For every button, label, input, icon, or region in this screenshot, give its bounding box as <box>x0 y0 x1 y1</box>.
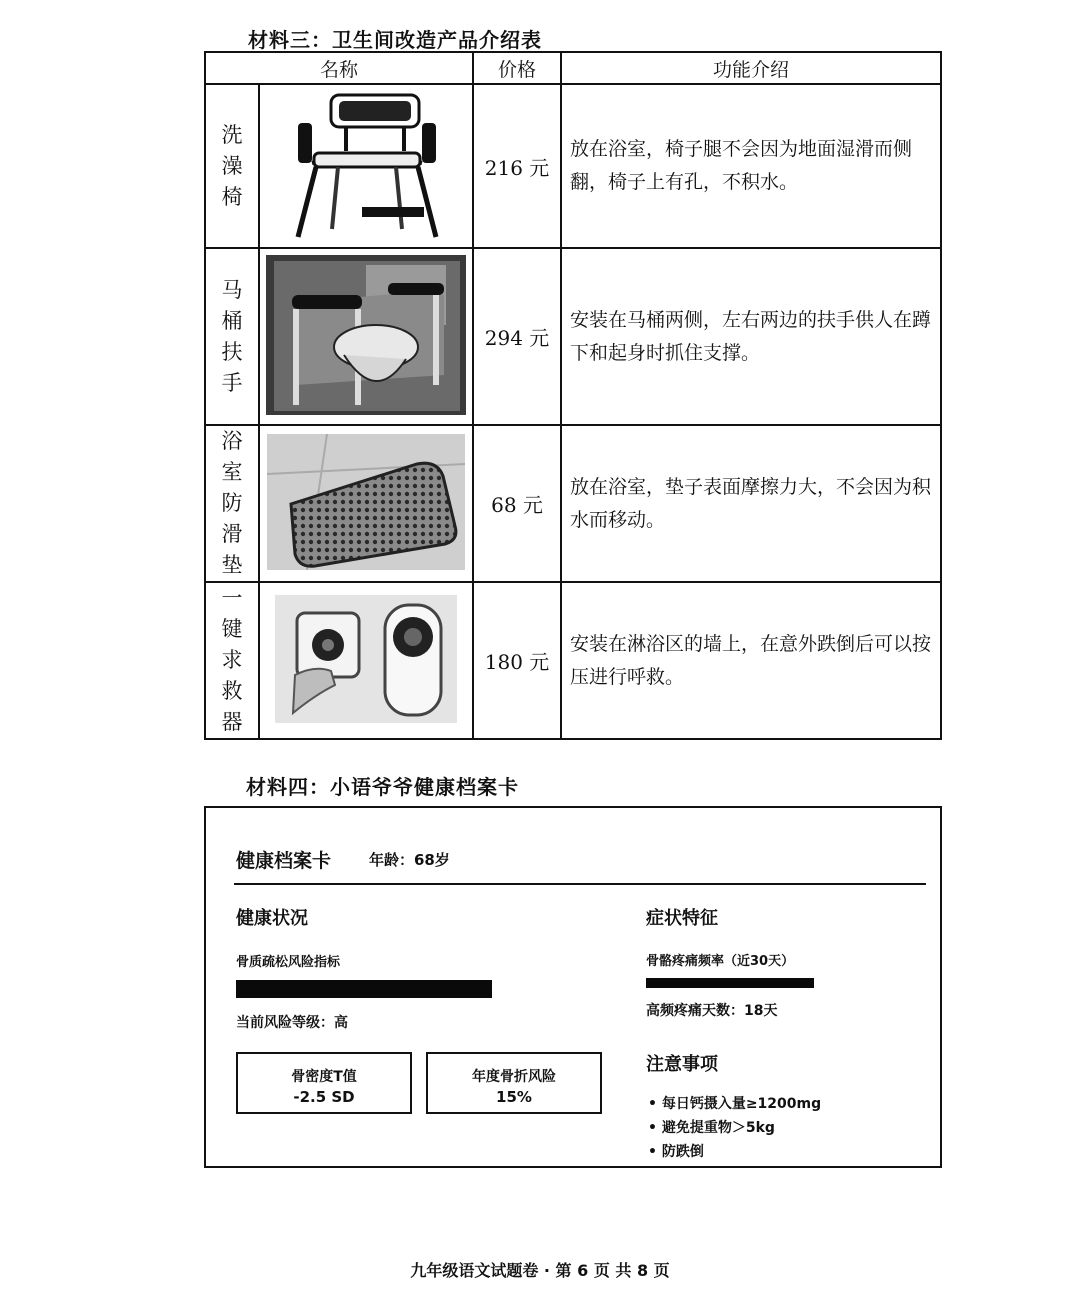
symptom-heading: 症状特征 <box>646 908 718 929</box>
card-title: 健康档案卡 <box>236 850 332 872</box>
product-price: 216 元 <box>473 84 561 248</box>
product-desc: 放在浴室，垫子表面摩擦力大，不会因为积水而移动。 <box>561 425 941 582</box>
toilet-handrail-image <box>259 248 473 425</box>
product-price: 68 元 <box>473 425 561 582</box>
product-price: 180 元 <box>473 582 561 739</box>
product-table <box>204 51 942 740</box>
product-name: 一键求救器 <box>205 582 259 739</box>
product-desc: 安装在淋浴区的墙上，在意外跌倒后可以按压进行呼救。 <box>561 582 941 739</box>
bone-risk-bar <box>236 980 592 998</box>
product-name: 浴室防滑垫 <box>205 425 259 582</box>
table-row <box>205 84 941 248</box>
pain-frequency-bar <box>646 978 926 988</box>
page-footer: 九年级语文试题卷 · 第 6 页 共 8 页 <box>410 1261 670 1280</box>
table-row <box>205 425 941 582</box>
fracture-risk-box <box>426 1052 602 1114</box>
table-row <box>205 248 941 425</box>
shower-chair-image <box>259 84 473 248</box>
fracture-risk-label: 年度骨折风险 <box>472 1069 556 1085</box>
bone-density-box <box>236 1052 412 1114</box>
notes-heading: 注意事项 <box>646 1054 718 1075</box>
product-name: 洗澡椅 <box>205 84 259 248</box>
header-name: 名称 <box>205 52 473 84</box>
notes-list <box>648 1092 821 1164</box>
header-price: 价格 <box>473 52 561 84</box>
list-item: • 每日钙摄入量≥1200mg <box>648 1092 821 1116</box>
age-text: 年龄：68岁 <box>369 851 450 869</box>
product-name: 马桶扶手 <box>205 248 259 425</box>
fracture-risk-value: 15% <box>496 1088 532 1106</box>
pain-frequency-bar-fill <box>646 978 814 988</box>
pain-days-text: 高频疼痛天数：18天 <box>646 1003 778 1019</box>
product-desc: 放在浴室，椅子腿不会因为地面湿滑而侧翻，椅子上有孔，不积水。 <box>561 84 941 248</box>
list-item: • 防跌倒 <box>648 1140 821 1164</box>
list-item: • 避免提重物＞5kg <box>648 1116 821 1140</box>
bone-density-value: -2.5 SD <box>293 1088 355 1106</box>
section4-title: 材料四：小语爷爷健康档案卡 <box>246 775 519 799</box>
bone-risk-label: 骨质疏松风险指标 <box>236 955 341 970</box>
bone-density-label: 骨密度T值 <box>291 1069 357 1085</box>
table-row <box>205 582 941 739</box>
health-heading: 健康状况 <box>236 908 308 929</box>
header-function: 功能介绍 <box>561 52 941 84</box>
product-desc: 安装在马桶两侧，左右两边的扶手供人在蹲下和起身时抓住支撑。 <box>561 248 941 425</box>
divider <box>234 883 926 885</box>
section3-title: 材料三：卫生间改造产品介绍表 <box>248 28 542 52</box>
health-record-card <box>204 806 942 1168</box>
pain-frequency-label: 骨骼疼痛频率（近30天） <box>646 954 795 969</box>
emergency-button-image <box>259 582 473 739</box>
table-header-row <box>205 52 941 84</box>
product-price: 294 元 <box>473 248 561 425</box>
bone-risk-bar-fill <box>236 980 492 998</box>
risk-level-text: 当前风险等级：高 <box>236 1015 348 1031</box>
anti-slip-mat-image <box>259 425 473 582</box>
